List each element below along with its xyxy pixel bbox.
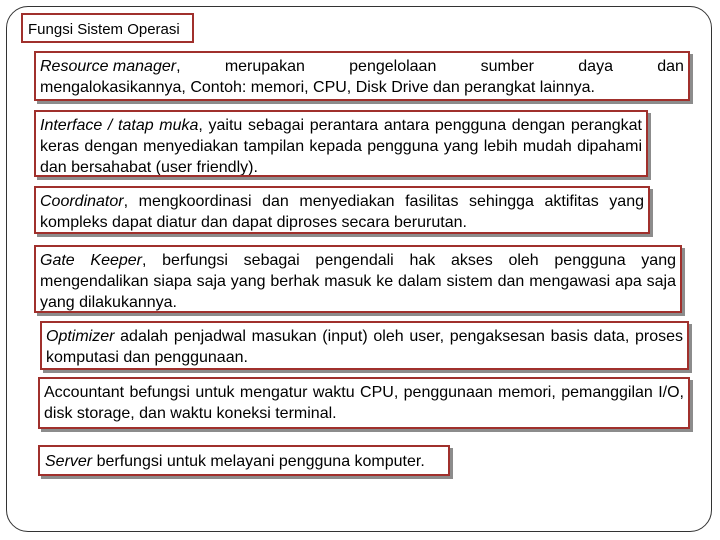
- item-resource-manager-line1: [40, 56, 684, 77]
- item-text-interface: , yaitu sebagai perantara antara pengguna dengan perangkat keras dengan menyediakan tampilan kepada pengguna yang lebih mudah dipahami dan bersahabat (user friendly).: [40, 117, 642, 176]
- item-term-server: Server: [45, 453, 93, 470]
- item-term-resource-manager: Resource manager,: [40, 58, 181, 75]
- item-term-gate-keeper: Gate Keeper: [40, 252, 142, 269]
- item1-word: sumber: [480, 58, 534, 75]
- item-optimizer: [40, 321, 689, 370]
- item-server: [38, 445, 450, 476]
- item-text-gate-keeper: , berfungsi sebagai pengendali hak akses oleh pengguna yang mengendalikan siapa saja yang berhak masuk ke dalam sistem dan mengawasi apa saja yang dilakukannya.: [40, 252, 676, 311]
- item1-word: daya: [578, 58, 613, 75]
- item1-word: dan: [657, 58, 684, 75]
- item-accountant: [38, 377, 690, 429]
- item1-word: merupakan: [224, 58, 305, 75]
- item-text-accountant: Accountant befungsi untuk mengatur waktu CPU, penggunaan memori, pemanggilan I/O, disk storage, dan waktu koneksi terminal.: [44, 384, 684, 422]
- item-resource-manager: [34, 51, 690, 101]
- item-text-coordinator: , mengkoordinasi dan menyediakan fasilitas sehingga aktifitas yang kompleks dapat diatur dan dapat diproses secara berurutan.: [40, 193, 644, 231]
- item-text-optimizer: adalah penjadwal masukan (input) oleh user, pengaksesan basis data, proses komputasi dan penggunaan.: [46, 328, 683, 366]
- item-interface: [34, 110, 648, 177]
- item-gate-keeper: [34, 245, 682, 313]
- item-term-optimizer: Optimizer: [46, 328, 115, 345]
- item-term-coordinator: Coordinator: [40, 193, 124, 210]
- item-resource-manager-line2: mengalokasikannya, Contoh: memori, CPU, Disk Drive dan perangkat lainnya.: [40, 79, 595, 96]
- item-coordinator: [34, 186, 650, 234]
- item-text-server: berfungsi untuk melayani pengguna komputer.: [92, 453, 425, 470]
- slide-title: Fungsi Sistem Operasi: [21, 13, 194, 43]
- item-term-interface: Interface / tatap muka: [40, 117, 199, 134]
- item1-word: pengelolaan: [349, 58, 437, 75]
